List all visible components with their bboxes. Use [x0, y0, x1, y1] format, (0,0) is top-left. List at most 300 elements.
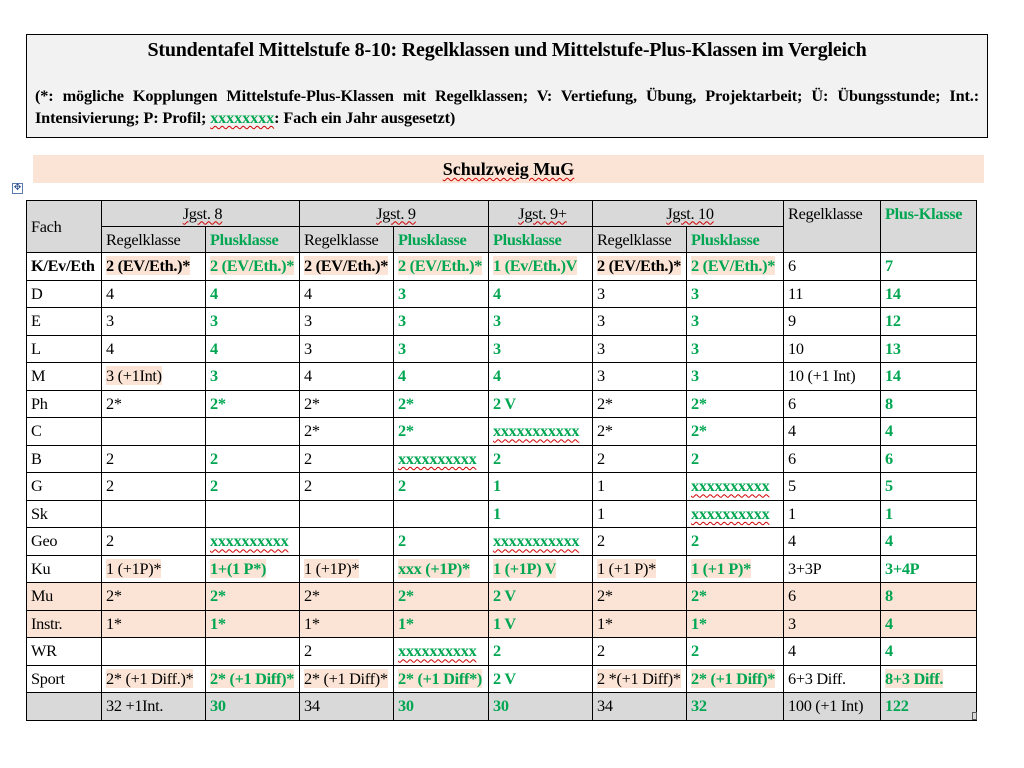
cell-text: 2 — [493, 448, 501, 468]
cell-j10p — [687, 308, 784, 336]
cell-text: xxxxxxxxxx — [398, 641, 477, 661]
cell-text: 1 — [597, 476, 605, 496]
cell-reg — [784, 583, 881, 611]
cell-text: Ku — [31, 558, 51, 578]
timetable-body — [27, 253, 977, 721]
cell-text: 10 — [788, 338, 804, 358]
cell-text: 1* — [106, 613, 122, 633]
cell-text: 2 V — [493, 586, 516, 606]
cell-text: 2* — [106, 393, 122, 413]
cell-j9plus — [489, 693, 593, 721]
cell-j9p — [394, 253, 489, 281]
cell-j9r — [300, 555, 394, 583]
cell-j8r — [102, 693, 206, 721]
cell-j8p — [206, 308, 300, 336]
cell-j9r — [300, 363, 394, 391]
cell-fach — [27, 555, 102, 583]
cell-text: 4 — [885, 641, 893, 661]
cell-fach — [27, 390, 102, 418]
table-row — [27, 280, 977, 308]
cell-text: 2* — [398, 421, 414, 441]
legend-text-end: : Fach ein Jahr ausgesetzt) — [274, 108, 456, 127]
cell-text: 2 — [210, 476, 218, 496]
cell-text: 2* — [597, 421, 613, 441]
cell-text: Sport — [31, 668, 65, 688]
cell-fach — [27, 528, 102, 556]
cell-j9plus — [489, 308, 593, 336]
cell-plus — [881, 445, 977, 473]
cell-text: 2* — [597, 393, 613, 413]
cell-j8p — [206, 390, 300, 418]
cell-text: 2 — [304, 476, 312, 496]
cell-text: 2* (+1 Diff)* — [691, 668, 776, 688]
cell-text: 1 — [493, 476, 501, 496]
cell-plus — [881, 500, 977, 528]
cell-text: 6 — [788, 256, 796, 276]
cell-text: 2 — [106, 476, 114, 496]
cell-j9r — [300, 473, 394, 501]
cell-text: 1 (+1 P)* — [597, 558, 656, 578]
cell-text: 4 — [304, 283, 312, 303]
cell-text: 1 (Ev/Eth.)V — [493, 256, 578, 276]
cell-j9p — [394, 528, 489, 556]
cell-j8p — [206, 555, 300, 583]
cell-text: 1 — [597, 503, 605, 523]
cell-j10p — [687, 390, 784, 418]
cell-j8p — [206, 583, 300, 611]
cell-j8p — [206, 418, 300, 446]
cell-reg — [784, 528, 881, 556]
cell-j8p — [206, 253, 300, 281]
cell-plus — [881, 583, 977, 611]
cell-text: 2 — [597, 531, 605, 551]
cell-text: 3 — [691, 283, 699, 303]
header-row-groups — [27, 201, 977, 227]
cell-j9plus — [489, 500, 593, 528]
cell-fach — [27, 335, 102, 363]
cell-j9p — [394, 583, 489, 611]
cell-j8r — [102, 253, 206, 281]
cell-plus — [881, 335, 977, 363]
cell-text: 6 — [788, 448, 796, 468]
cell-fach — [27, 473, 102, 501]
cell-j8p — [206, 528, 300, 556]
cell-text: 1* — [597, 613, 613, 633]
cell-text: 2 — [597, 641, 605, 661]
cell-fach — [27, 500, 102, 528]
cell-text: 30 — [398, 696, 414, 716]
cell-text: xxxxxxxxxx — [210, 531, 289, 551]
cell-reg — [784, 363, 881, 391]
table-row — [27, 253, 977, 281]
cell-text: 1 — [493, 503, 501, 523]
cell-text: 2 — [304, 448, 312, 468]
cell-text: M — [31, 366, 46, 386]
cell-reg — [784, 693, 881, 721]
cell-text: 4 — [885, 531, 893, 551]
table-row — [27, 335, 977, 363]
cell-text: 1* — [210, 613, 226, 633]
cell-j8r — [102, 363, 206, 391]
cell-text: 2* (+1 Diff)* — [304, 668, 388, 688]
cell-reg — [784, 308, 881, 336]
table-row — [27, 528, 977, 556]
sub-header: Plusklasse — [394, 227, 489, 253]
cell-text: 2 — [106, 531, 114, 551]
cell-reg — [784, 280, 881, 308]
cell-text: 2* (+1 Diff)* — [210, 668, 295, 688]
cell-text: 2* — [304, 421, 320, 441]
cell-j9r — [300, 445, 394, 473]
cell-j10r — [593, 335, 687, 363]
table-row — [27, 418, 977, 446]
total-row — [27, 693, 977, 721]
cell-reg — [784, 445, 881, 473]
cell-j9r — [300, 583, 394, 611]
cell-j9p — [394, 555, 489, 583]
cell-text: 3 — [210, 311, 218, 331]
cell-text: 1 (+1P)* — [304, 558, 360, 578]
cell-text: Instr. — [31, 613, 63, 633]
table-row — [27, 638, 977, 666]
cell-text: Mu — [31, 586, 54, 606]
cell-text: 5 — [788, 476, 796, 496]
cell-text: 1* — [398, 613, 414, 633]
cell-text: 2 — [106, 448, 114, 468]
cell-text: 1 (+1 P)* — [691, 558, 751, 578]
cell-j10r — [593, 308, 687, 336]
cell-j9plus — [489, 253, 593, 281]
cell-text: 3 — [493, 311, 501, 331]
cell-text: xxxxxxxxxx — [691, 476, 770, 496]
cell-fach — [27, 693, 102, 721]
cell-text: xxxxxxxxxx — [691, 503, 770, 523]
cell-j8r — [102, 390, 206, 418]
cell-text: Sk — [31, 503, 48, 523]
cell-j9p — [394, 445, 489, 473]
cell-reg — [784, 638, 881, 666]
cell-plus — [881, 665, 977, 693]
cell-j10p — [687, 500, 784, 528]
cell-text: 8 — [885, 586, 893, 606]
schulzweig-banner — [33, 155, 984, 183]
cell-j10p — [687, 693, 784, 721]
cell-j8p — [206, 500, 300, 528]
cell-text: 4 — [106, 283, 114, 303]
cell-text: 3 — [398, 338, 406, 358]
cell-text: Ph — [31, 393, 48, 413]
cell-text: 2 — [597, 448, 605, 468]
cell-j9r — [300, 418, 394, 446]
cell-text: 3+4P — [885, 558, 920, 578]
cell-j9plus — [489, 665, 593, 693]
cell-text: B — [31, 448, 42, 468]
cell-text: 1* — [304, 613, 320, 633]
cell-j9plus — [489, 555, 593, 583]
cell-j9plus — [489, 418, 593, 446]
cell-plus — [881, 693, 977, 721]
cell-reg — [784, 610, 881, 638]
cell-text: 2 (EV/Eth.)* — [691, 256, 776, 276]
cell-text: 2 — [398, 476, 406, 496]
cell-fach — [27, 253, 102, 281]
cell-j10p — [687, 335, 784, 363]
cell-plus — [881, 638, 977, 666]
cell-j9p — [394, 473, 489, 501]
cell-text: 3 — [597, 366, 605, 386]
cell-j8p — [206, 335, 300, 363]
cell-j8p — [206, 473, 300, 501]
cell-j10r — [593, 418, 687, 446]
cell-j9r — [300, 638, 394, 666]
cell-j8r — [102, 665, 206, 693]
cell-text: 32 +1Int. — [106, 696, 164, 716]
cell-j9r — [300, 253, 394, 281]
cell-j9r — [300, 610, 394, 638]
move-icon[interactable]: ✥ — [13, 183, 22, 193]
cell-j8r — [102, 335, 206, 363]
cell-text: xxxxxxxxxxx — [493, 531, 580, 551]
cell-text: 2* — [398, 586, 414, 606]
cell-j9p — [394, 500, 489, 528]
cell-text: 4 — [493, 283, 501, 303]
cell-plus — [881, 418, 977, 446]
cell-text: 2 — [304, 641, 312, 661]
regelklasse-total-header: Regelklasse — [784, 201, 881, 253]
cell-reg — [784, 253, 881, 281]
cell-text: 2 — [493, 641, 501, 661]
table-row — [27, 555, 977, 583]
table-row — [27, 363, 977, 391]
cell-j9p — [394, 308, 489, 336]
cell-j9plus — [489, 335, 593, 363]
cell-text: 3 — [597, 338, 605, 358]
cell-fach — [27, 280, 102, 308]
cell-text: Geo — [31, 531, 58, 551]
sub-header: Plusklasse — [687, 227, 784, 253]
cell-plus — [881, 390, 977, 418]
group-jgst-10: Jgst. 10 — [593, 201, 784, 227]
cell-text: xxx (+1P)* — [398, 558, 470, 578]
cell-text: 3 — [106, 311, 114, 331]
cell-j9p — [394, 280, 489, 308]
cell-text: 2 (EV/Eth.)* — [106, 256, 191, 276]
cell-j10p — [687, 665, 784, 693]
cell-plus — [881, 363, 977, 391]
cell-j10r — [593, 583, 687, 611]
cell-j10p — [687, 363, 784, 391]
cell-j10p — [687, 418, 784, 446]
cell-text: 1 — [788, 503, 796, 523]
cell-text: 4 — [788, 421, 796, 441]
cell-j10p — [687, 445, 784, 473]
cell-fach — [27, 445, 102, 473]
cell-plus — [881, 253, 977, 281]
cell-text: 34 — [304, 696, 320, 716]
cell-text: 4 — [788, 641, 796, 661]
cell-text: 2* — [106, 586, 122, 606]
cell-text: 7 — [885, 256, 893, 276]
cell-text: 4 — [304, 366, 312, 386]
table-row — [27, 473, 977, 501]
cell-text: 4 — [493, 366, 501, 386]
cell-text: 13 — [885, 338, 901, 358]
cell-text: 32 — [691, 696, 707, 716]
cell-j9plus — [489, 638, 593, 666]
cell-text: 2 (EV/Eth.)* — [398, 256, 483, 276]
cell-text: xxxxxxxxxxx — [493, 421, 580, 441]
cell-j8r — [102, 445, 206, 473]
cell-j9p — [394, 335, 489, 363]
legend-text: (*: mögliche Kopplungen Mittelstufe-Plus-Klassen mit Regelklassen; V: Vertiefung, Übung, Projektarbeit; Ü: Übungsstunde; Int.: Intensivierung; P: Profil; — [35, 86, 979, 127]
cell-text: 2 — [691, 531, 699, 551]
cell-j9plus — [489, 610, 593, 638]
cell-reg — [784, 555, 881, 583]
cell-text: 3 — [398, 311, 406, 331]
cell-j8r — [102, 555, 206, 583]
sub-header: Plusklasse — [206, 227, 300, 253]
legend-note — [35, 85, 979, 129]
cell-j10r — [593, 528, 687, 556]
sub-header: Plusklasse — [489, 227, 593, 253]
cell-fach — [27, 665, 102, 693]
cell-j10r — [593, 390, 687, 418]
cell-j9r — [300, 693, 394, 721]
cell-fach — [27, 418, 102, 446]
cell-text: 3 (+1Int) — [106, 366, 162, 386]
cell-text: 2 V — [493, 393, 516, 413]
cell-text: 1 V — [493, 613, 516, 633]
cell-j9plus — [489, 280, 593, 308]
cell-text: 14 — [885, 283, 901, 303]
cell-text: C — [31, 421, 42, 441]
cell-fach — [27, 638, 102, 666]
cell-text: 8+3 Diff. — [885, 668, 944, 688]
cell-text: 2* — [210, 393, 226, 413]
cell-j9r — [300, 665, 394, 693]
cell-text: 2* — [691, 421, 707, 441]
cell-j8p — [206, 363, 300, 391]
group-jgst-9plus: Jgst. 9+ — [489, 201, 593, 227]
legend-marker: xxxxxxxx — [210, 108, 275, 127]
cell-text: 4 — [106, 338, 114, 358]
cell-j8p — [206, 638, 300, 666]
cell-text: K/Ev/Eth — [31, 256, 95, 276]
sub-header: Regelklasse — [102, 227, 206, 253]
cell-text: 2* — [210, 586, 226, 606]
cell-plus — [881, 610, 977, 638]
cell-j10p — [687, 280, 784, 308]
schulzweig-title: Schulzweig MuG — [442, 159, 575, 179]
cell-j9r — [300, 500, 394, 528]
cell-j10r — [593, 473, 687, 501]
cell-j8r — [102, 308, 206, 336]
cell-j8r — [102, 610, 206, 638]
cell-j9p — [394, 665, 489, 693]
cell-text: 14 — [885, 366, 901, 386]
cell-j10r — [593, 363, 687, 391]
cell-j8r — [102, 280, 206, 308]
timetable — [26, 200, 977, 721]
cell-reg — [784, 390, 881, 418]
cell-plus — [881, 280, 977, 308]
cell-j10p — [687, 610, 784, 638]
cell-text: 1+(1 P*) — [210, 558, 267, 578]
cell-reg — [784, 500, 881, 528]
cell-j10p — [687, 253, 784, 281]
cell-j8r — [102, 418, 206, 446]
plusklasse-total-header: Plus-Klasse — [881, 201, 977, 253]
cell-reg — [784, 335, 881, 363]
cell-plus — [881, 555, 977, 583]
cell-j10p — [687, 638, 784, 666]
fach-header: Fach — [27, 201, 102, 253]
cell-j8r — [102, 638, 206, 666]
cell-j10p — [687, 473, 784, 501]
cell-j10r — [593, 555, 687, 583]
cell-text: 122 — [885, 696, 909, 716]
cell-j10p — [687, 528, 784, 556]
cell-plus — [881, 473, 977, 501]
cell-j10r — [593, 665, 687, 693]
cell-text: 2 (EV/Eth.)* — [304, 256, 389, 276]
cell-j10p — [687, 583, 784, 611]
cell-text: 1 (+1P) V — [493, 558, 557, 578]
cell-text: 4 — [210, 338, 218, 358]
cell-j8r — [102, 473, 206, 501]
cell-j9r — [300, 335, 394, 363]
cell-text: 100 (+1 Int) — [788, 696, 864, 716]
cell-text: 3 — [304, 338, 312, 358]
cell-j10r — [593, 693, 687, 721]
cell-text: 1 (+1P)* — [106, 558, 162, 578]
cell-text: 2* — [597, 586, 613, 606]
cell-text: E — [31, 311, 41, 331]
cell-text: 9 — [788, 311, 796, 331]
cell-j9p — [394, 418, 489, 446]
cell-text: D — [31, 283, 43, 303]
cell-j10r — [593, 253, 687, 281]
cell-j9plus — [489, 473, 593, 501]
cell-j10r — [593, 638, 687, 666]
table-row — [27, 500, 977, 528]
cell-j9plus — [489, 363, 593, 391]
cell-text: 2* — [398, 393, 414, 413]
cell-j10r — [593, 280, 687, 308]
cell-reg — [784, 473, 881, 501]
header-box — [26, 34, 988, 138]
cell-j10r — [593, 610, 687, 638]
cell-j8p — [206, 280, 300, 308]
table-row — [27, 583, 977, 611]
cell-fach — [27, 583, 102, 611]
cell-text: 2 — [691, 641, 699, 661]
cell-text: 5 — [885, 476, 893, 496]
cell-text: 6 — [788, 393, 796, 413]
cell-text: 4 — [788, 531, 796, 551]
cell-text: 2 — [691, 448, 699, 468]
cell-text: 4 — [885, 613, 893, 633]
end-of-cell-mark — [972, 712, 977, 720]
cell-j10r — [593, 500, 687, 528]
cell-text: 34 — [597, 696, 613, 716]
cell-j9p — [394, 638, 489, 666]
cell-text: 6 — [788, 586, 796, 606]
cell-j8r — [102, 583, 206, 611]
cell-text: 2* — [304, 393, 320, 413]
cell-text: 2 — [398, 531, 406, 551]
cell-j9p — [394, 610, 489, 638]
